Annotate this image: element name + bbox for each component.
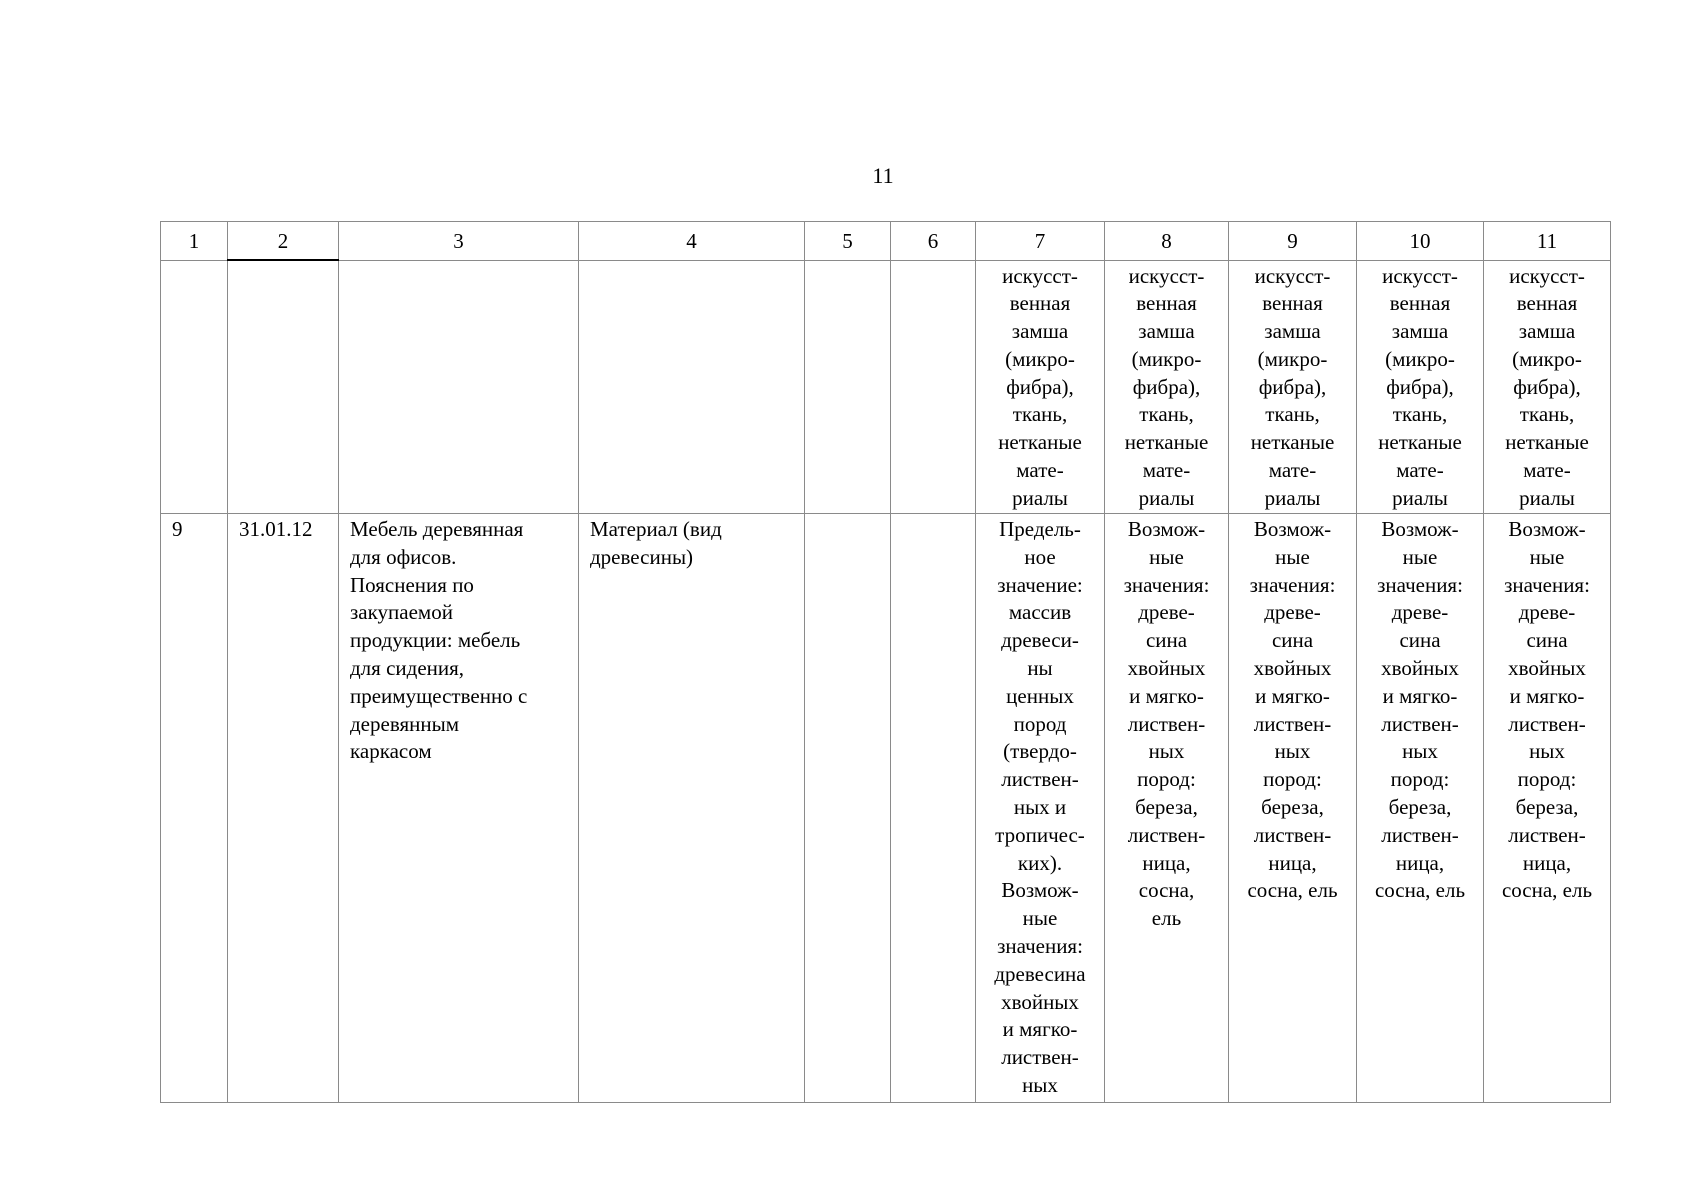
cell-line: листвен- — [1508, 822, 1586, 847]
cell-line: ное — [1024, 544, 1056, 569]
cell-line: Возмож- — [1253, 517, 1332, 541]
cell-line: сосна, ель — [1374, 878, 1466, 903]
cell-line: искусст- — [1002, 263, 1078, 288]
value-cell-col11 — [1484, 514, 1611, 1103]
cell-line: хвойных — [1127, 655, 1206, 680]
column-number-row — [161, 222, 1611, 261]
table-cell — [891, 514, 976, 1103]
cell-line: значения: — [1377, 572, 1463, 597]
cell-line: для офисов. — [350, 544, 457, 569]
cell-line: мате- — [1396, 458, 1444, 483]
cell-line: листвен- — [1381, 711, 1459, 736]
cell-line: ценных — [1006, 683, 1074, 708]
cell-line: листвен- — [1127, 822, 1206, 847]
cell-line: венная — [1262, 291, 1323, 316]
cell-line: фибра), — [1513, 374, 1581, 399]
cell-line: листвен- — [1001, 1045, 1079, 1070]
cell-line: ные — [1022, 906, 1058, 931]
cell-line: замша — [1138, 319, 1195, 344]
table-cell — [228, 260, 339, 514]
cell-line: ткань, — [1012, 402, 1068, 427]
cell-line: сосна, ель — [1247, 878, 1338, 903]
cell-line: значения: — [1249, 572, 1336, 597]
cell-line: замша — [1011, 319, 1069, 344]
cell-line: риалы — [1519, 485, 1575, 510]
table-row-item-9 — [161, 514, 1611, 1103]
cell-line: ные — [1529, 544, 1565, 569]
column-header-10: 10 — [1357, 222, 1484, 261]
cell-line: листвен- — [1127, 711, 1206, 736]
cell-line: каркасом — [350, 739, 432, 764]
cell-line: Возмож- — [1127, 517, 1206, 541]
column-header-3: 3 — [339, 222, 579, 261]
cell-line: пород: — [1390, 767, 1450, 792]
cell-line: ных — [1274, 739, 1311, 764]
cell-line: нетканые — [1378, 430, 1462, 455]
cell-line: фибра), — [1258, 374, 1327, 399]
cell-line: искусст- — [1382, 263, 1458, 288]
cell-line: ница, — [1395, 850, 1445, 875]
cell-line: значения: — [1504, 572, 1590, 597]
cell-line: ных — [1022, 1072, 1058, 1097]
table-cell — [891, 260, 976, 514]
cell-line: риалы — [1138, 485, 1195, 510]
column-header-11: 11 — [1484, 222, 1611, 261]
cell-line: листвен- — [1381, 822, 1459, 847]
cell-line: листвен- — [1001, 767, 1079, 792]
characteristic-name — [579, 514, 804, 572]
cell-line: венная — [1516, 291, 1578, 316]
cell-line: ница, — [1268, 850, 1317, 875]
cell-line: ткань, — [1139, 402, 1194, 427]
cell-line: Возмож- — [1508, 517, 1586, 541]
cell-line: (микро- — [1257, 346, 1328, 371]
cell-line: ткань, — [1265, 402, 1320, 427]
cell-line: искусст- — [1128, 263, 1205, 288]
value-cell-col8 — [1105, 514, 1229, 1103]
cell-line: древе- — [1264, 600, 1321, 625]
cell-line: нетканые — [998, 430, 1082, 455]
cell-line: ных — [1148, 739, 1185, 764]
cell-line: мате- — [1016, 458, 1064, 483]
cell-line: пород: — [1137, 767, 1196, 792]
column-header-9: 9 — [1229, 222, 1357, 261]
cell-line: хвойных — [1508, 655, 1586, 680]
cell-line: сосна, ель — [1501, 878, 1593, 903]
cell-line: деревянным — [350, 711, 459, 736]
table-cell — [805, 260, 891, 514]
okpd-code: 31.01.12 — [239, 517, 313, 541]
cell-line: фибра), — [1386, 374, 1454, 399]
cell-line: Предель- — [999, 517, 1081, 541]
cell-line: сина — [1399, 628, 1441, 653]
cell-line: риалы — [1264, 485, 1321, 510]
row-number-cell — [161, 514, 228, 1103]
product-name-cell — [339, 514, 579, 1103]
cell-line: (микро- — [1512, 346, 1582, 371]
cell-line: замша — [1391, 319, 1449, 344]
cell-line: (твердо- — [1003, 739, 1077, 764]
cell-line: венная — [1009, 291, 1071, 316]
product-name — [339, 514, 578, 766]
cell-line: сосна, — [1138, 878, 1195, 903]
cell-line: хвойных — [1381, 655, 1459, 680]
cell-line: сина — [1145, 628, 1188, 653]
cell-line: ные — [1149, 544, 1184, 569]
row-number: 9 — [172, 517, 183, 541]
cell-line: сина — [1271, 628, 1314, 653]
cell-line: ных — [1402, 739, 1438, 764]
cell-line: значения: — [997, 933, 1083, 958]
cell-line: и мягко- — [1255, 683, 1330, 708]
column-header-4: 4 — [579, 222, 805, 261]
cell-line: Мебель деревянная — [350, 517, 524, 541]
cell-line: риалы — [1012, 485, 1068, 510]
cell-line: риалы — [1392, 485, 1448, 510]
cell-line: Возмож- — [1001, 878, 1079, 903]
cell-line: венная — [1136, 291, 1197, 316]
requirements-table — [160, 221, 1611, 1103]
cell-line: мате- — [1523, 458, 1571, 483]
cell-line: преимущественно с — [350, 683, 528, 708]
table-cell — [1105, 260, 1229, 514]
cell-line: пород: — [1517, 767, 1577, 792]
cell-line: листвен- — [1508, 711, 1586, 736]
cell-line: хвойных — [1001, 989, 1079, 1014]
cell-line: венная — [1389, 291, 1451, 316]
characteristic-cell — [579, 514, 805, 1103]
cell-line: и мягко- — [1382, 683, 1458, 708]
cell-line: замша — [1264, 319, 1321, 344]
cell-line: Материал (вид — [590, 517, 722, 541]
cell-line: искусст- — [1509, 263, 1585, 288]
table-cell — [976, 260, 1105, 514]
cell-line: замша — [1518, 319, 1576, 344]
cell-line: пород: — [1263, 767, 1322, 792]
cell-line: для сидения, — [350, 655, 465, 680]
cell-line: древеси- — [1001, 628, 1079, 653]
cell-line: нетканые — [1250, 430, 1335, 455]
value-cell-col10 — [1357, 514, 1484, 1103]
cell-line: хвойных — [1253, 655, 1332, 680]
cell-line: фибра), — [1132, 374, 1201, 399]
cell-line: ель — [1151, 906, 1182, 931]
cell-line: древесина — [994, 961, 1086, 986]
cell-line: и мягко- — [1002, 1017, 1078, 1042]
cell-line: древесины) — [590, 544, 694, 569]
cell-line: (микро- — [1385, 346, 1455, 371]
cell-line: мате- — [1268, 458, 1317, 483]
cell-line: ткань, — [1519, 402, 1575, 427]
cell-line: ных и — [1013, 794, 1067, 819]
column-header-1: 1 — [161, 222, 228, 261]
cell-line: пород — [1013, 711, 1067, 736]
cell-line: и мягко- — [1509, 683, 1585, 708]
cell-line: закупаемой — [350, 600, 453, 625]
okpd-code-cell — [228, 514, 339, 1103]
table-cell — [805, 514, 891, 1103]
column-header-8: 8 — [1105, 222, 1229, 261]
cell-line: искусст- — [1254, 263, 1331, 288]
column-header-6: 6 — [891, 222, 976, 261]
table-cell — [1357, 260, 1484, 514]
value-cell-col9 — [1229, 514, 1357, 1103]
cell-line: (микро- — [1131, 346, 1202, 371]
cell-line: листвен- — [1253, 822, 1332, 847]
table-cell — [161, 260, 228, 514]
cell-line: сина — [1526, 628, 1568, 653]
table-cell — [1229, 260, 1357, 514]
cell-line: массив — [1008, 600, 1072, 625]
page-number: 11 — [872, 163, 894, 188]
cell-line: береза, — [1135, 794, 1198, 819]
cell-line: нетканые — [1124, 430, 1209, 455]
cell-line: листвен- — [1253, 711, 1332, 736]
cell-line: береза, — [1261, 794, 1324, 819]
cell-line: фибра), — [1006, 374, 1074, 399]
table-cell — [579, 260, 805, 514]
table-cell — [1484, 260, 1611, 514]
cell-line: ница, — [1142, 850, 1191, 875]
value-cell-col7 — [976, 514, 1105, 1103]
cell-line: значения: — [1123, 572, 1210, 597]
cell-line: ные — [1402, 544, 1438, 569]
cell-line: продукции: мебель — [350, 628, 521, 653]
cell-line: ные — [1275, 544, 1310, 569]
cell-line: ких). — [1017, 850, 1063, 875]
cell-line: Пояснения по — [350, 572, 474, 597]
cell-line: береза, — [1388, 794, 1452, 819]
table-row-continuation — [161, 260, 1611, 514]
cell-line: береза, — [1515, 794, 1579, 819]
cell-line: ница, — [1522, 850, 1572, 875]
table-cell — [339, 260, 579, 514]
cell-line: и мягко- — [1129, 683, 1204, 708]
cell-line: нетканые — [1505, 430, 1589, 455]
cell-line: (микро- — [1005, 346, 1075, 371]
cell-line: древе- — [1391, 600, 1449, 625]
cell-line: тропичес- — [995, 822, 1085, 847]
column-header-2: 2 — [228, 222, 339, 261]
cell-line: ткань, — [1392, 402, 1448, 427]
column-header-5: 5 — [805, 222, 891, 261]
cell-line: Возмож- — [1381, 517, 1459, 541]
cell-line: древе- — [1518, 600, 1576, 625]
column-header-7: 7 — [976, 222, 1105, 261]
cell-line: ных — [1529, 739, 1565, 764]
cell-line: ны — [1027, 655, 1053, 680]
cell-line: древе- — [1138, 600, 1195, 625]
cell-line: мате- — [1142, 458, 1191, 483]
cell-line: значение: — [997, 572, 1083, 597]
